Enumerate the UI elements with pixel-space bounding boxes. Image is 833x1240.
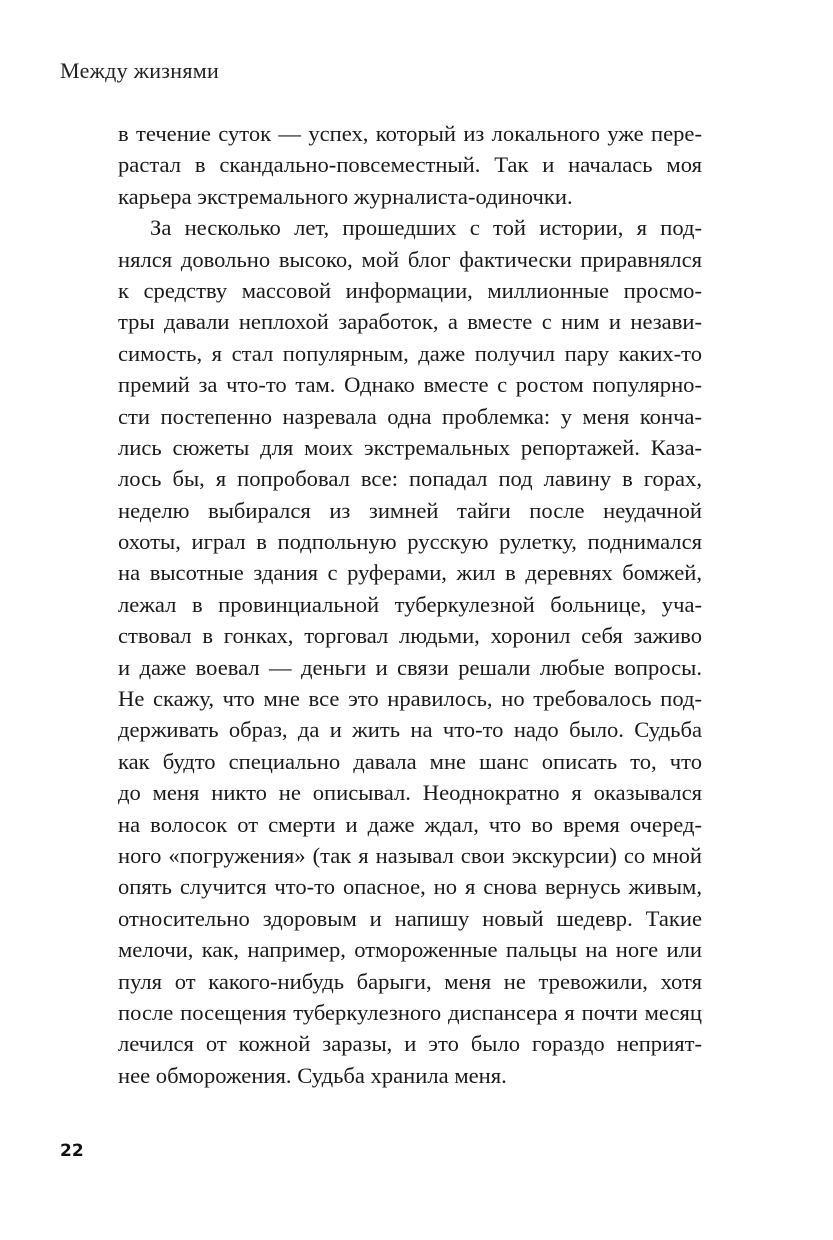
text-line: карьера экстремального журналиста-одиночки. xyxy=(118,183,573,209)
page-number: 22 xyxy=(60,1141,84,1161)
text-line: к средству массовой информации, миллионные просмо- xyxy=(118,277,702,303)
text-line: до меня никто не описывал. Неоднократно я оказывался xyxy=(118,780,702,806)
text-line: лось бы, я попробовал все: попадал под лавину в горах, xyxy=(118,466,702,492)
text-line: относительно здоровым и напишу новый шедевр. Такие xyxy=(118,905,702,931)
text-line: как будто специально давала мне шанс описать то, что xyxy=(118,748,702,774)
text-line: неделю выбирался из зимней тайги после неудачной xyxy=(118,497,702,523)
text-line: и даже воевал — деньги и связи решали любые вопросы. xyxy=(118,654,702,680)
text-line: охоты, играл в подпольную русскую рулетку, поднимался xyxy=(118,529,702,555)
text-line: ствовал в гонках, торговал людьми, хоронил себя заживо xyxy=(118,623,702,649)
text-line: держивать образ, да и жить на что-то надо было. Судьба xyxy=(118,717,702,743)
text-line: премий за что-то там. Однако вместе с ростом популярно- xyxy=(118,372,702,398)
text-line: лись сюжеты для моих экстремальных репортажей. Каза- xyxy=(118,434,702,460)
text-line: симость, я стал популярным, даже получил пару каких-то xyxy=(118,340,702,366)
text-line: сти постепенно назревала одна проблемка: у меня конча- xyxy=(118,403,702,429)
text-line: тры давали неплохой заработок, а вместе с ним и незави- xyxy=(118,309,702,335)
text-line: мелочи, как, например, отмороженные пальцы на ноге или xyxy=(118,937,702,963)
text-line: нее обморожения. Судьба хранила меня. xyxy=(118,1062,507,1088)
text-line: ного «погружения» (так я называл свои экскурсии) со мной xyxy=(118,842,702,868)
text-line: растал в скандально-повсеместный. Так и началась моя xyxy=(118,152,702,178)
text-line: в течение суток — успех, который из локального уже пере- xyxy=(118,121,702,146)
text-line: За несколько лет, прошедших с той истории, я под- xyxy=(150,215,702,241)
text-line: нялся довольно высоко, мой блог фактически приравнялся xyxy=(118,246,702,272)
text-line: лежал в провинциальной туберкулезной больнице, уча- xyxy=(118,591,702,617)
text-line: лечился от кожной заразы, и это было гораздо неприят- xyxy=(118,1031,702,1057)
text-line: опять случится что-то опасное, но я снова вернусь живым, xyxy=(118,874,702,900)
text-line: на волосок от смерти и даже ждал, что во время очеред- xyxy=(118,811,702,837)
body-text xyxy=(118,118,702,1091)
text-line: пуля от какого-нибудь барыги, меня не тревожили, хотя xyxy=(118,968,702,994)
text-line: после посещения туберкулезного диспансера я почти месяц xyxy=(118,999,702,1025)
running-head: Между жизнями xyxy=(60,58,220,83)
text-line: Не скажу, что мне все это нравилось, но требовалось под- xyxy=(118,686,702,712)
text-line: на высотные здания с руферами, жил в деревнях бомжей, xyxy=(118,560,702,586)
